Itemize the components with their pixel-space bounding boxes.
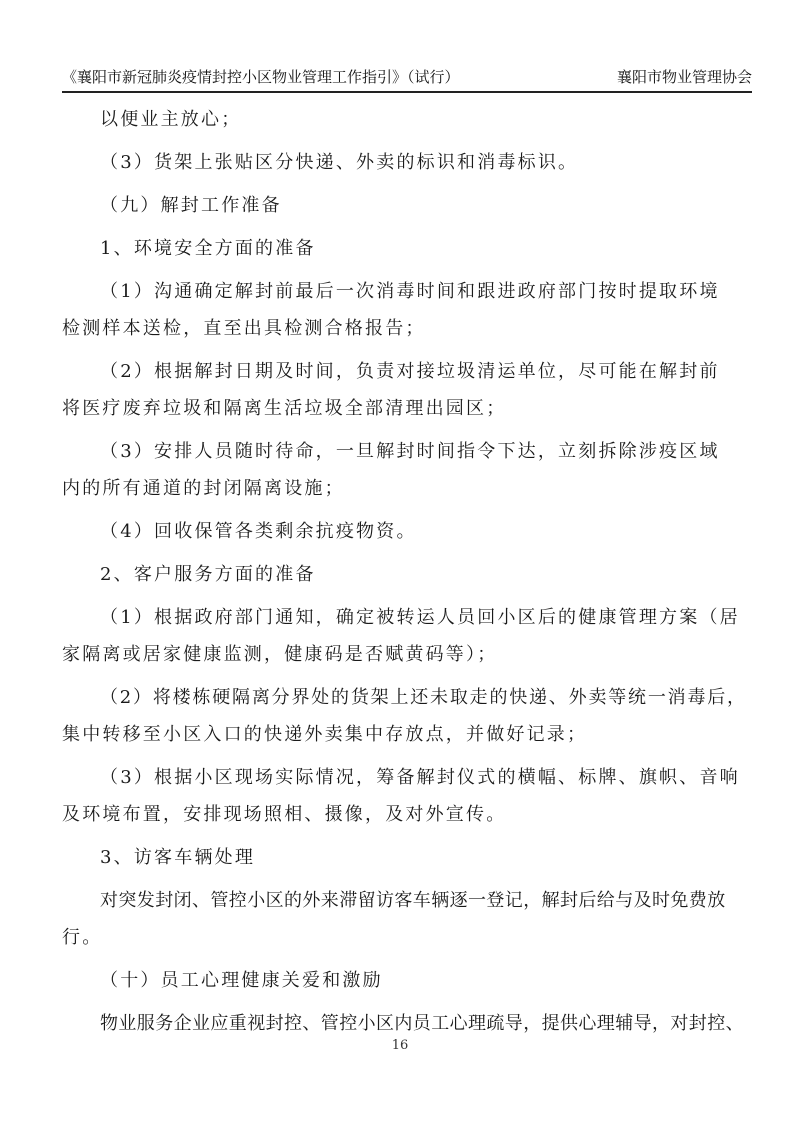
- page-header: [62, 66, 752, 90]
- text-line: （3）安排人员随时待命，一旦解封时间指令下达，立刻拆除涉疫区域: [100, 441, 720, 462]
- header-divider: [62, 91, 752, 93]
- page-number: 16: [391, 1038, 409, 1053]
- document-title: 《襄阳市新冠肺炎疫情封控小区物业管理工作指引》（试行）: [62, 68, 460, 86]
- text-line: 物业服务企业应重视封控、管控小区内员工心理疏导，提供心理辅导，对封控、: [100, 1013, 744, 1034]
- text-line: 集中转移至小区入口的快递外卖集中存放点，并做好记录；: [62, 724, 588, 745]
- text-line: （1）根据政府部门通知，确定被转运人员回小区后的健康管理方案（居: [100, 607, 740, 628]
- text-line: 行。: [62, 927, 103, 948]
- text-line: （3）货架上张贴区分快递、外卖的标识和消毒标识。: [100, 152, 579, 173]
- text-line: 将医疗废弃垃圾和隔离生活垃圾全部清理出园区；: [62, 398, 507, 419]
- organization-name: 襄阳市物业管理协会: [616, 68, 752, 86]
- subsection-heading: 3、访客车辆处理: [100, 847, 256, 868]
- text-line: （2）根据解封日期及时间，负责对接垃圾清运单位，尽可能在解封前: [100, 361, 720, 382]
- text-line: 以便业主放心；: [100, 109, 242, 130]
- subsection-heading: 2、客户服务方面的准备: [100, 564, 316, 585]
- text-line: 及环境布置，安排现场照相、摄像，及对外宣传。: [62, 804, 507, 825]
- text-line: 对突发封闭、管控小区的外来滞留访客车辆逐一登记，解封后给与及时免费放: [100, 890, 726, 911]
- text-line: （4）回收保管各类剩余抗疫物资。: [100, 521, 417, 542]
- text-line: （1）沟通确定解封前最后一次消毒时间和跟进政府部门按时提取环境: [100, 281, 720, 302]
- text-line: 家隔离或居家健康监测，健康码是否赋黄码等）；: [62, 644, 498, 665]
- text-line: 检测样本送检，直至出具检测合格报告；: [62, 318, 426, 339]
- subsection-heading: 1、环境安全方面的准备: [100, 238, 316, 259]
- text-line: 内的所有通道的封闭隔离设施；: [62, 478, 345, 499]
- text-line: （3）根据小区现场实际情况，筹备解封仪式的横幅、标牌、旗帜、音响: [100, 767, 740, 788]
- section-heading: （十）员工心理健康关爱和激励: [100, 970, 383, 991]
- text-line: （2）将楼栋硬隔离分界处的货架上还未取走的快递、外卖等统一消毒后，: [100, 687, 747, 708]
- section-heading: （九）解封工作准备: [100, 195, 282, 216]
